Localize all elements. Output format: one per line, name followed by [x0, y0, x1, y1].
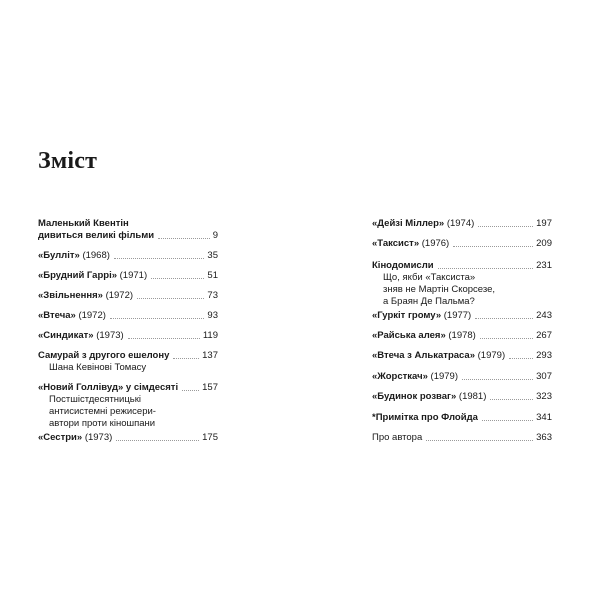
toc-entry[interactable] [372, 310, 552, 322]
toc-entry-page: 93 [207, 310, 218, 321]
toc-entry-page: 157 [202, 382, 218, 393]
toc-entry[interactable] [372, 260, 552, 308]
toc-entry-subtitle: Що, якби «Таксиста» [383, 272, 476, 283]
toc-entry-page: 119 [202, 330, 218, 341]
dot-leader [462, 379, 533, 380]
toc-entry-page: 209 [536, 238, 552, 249]
toc-entry-year: (1968) [82, 250, 110, 261]
toc-entry[interactable] [372, 330, 552, 342]
toc-entry-title: «Будинок розваг» [372, 391, 457, 402]
toc-entry-subtitle: Шана Кевінові Томасу [49, 362, 147, 373]
toc-entry-year: (1976) [421, 238, 450, 249]
toc-entry-year: (1981) [458, 391, 487, 402]
toc-entry-page: 137 [202, 350, 218, 361]
dot-leader [482, 420, 533, 421]
dot-leader [453, 246, 533, 247]
toc-entry-year: (1977) [443, 310, 472, 321]
toc-entry-year: (1971) [119, 270, 148, 281]
toc-entry[interactable] [38, 290, 218, 302]
toc-entry-subtitle: зняв не Мартін Скорсезе, [383, 284, 496, 295]
toc-entry-title-line2: дивиться великі фільми [38, 230, 155, 241]
toc-entry[interactable] [38, 382, 218, 430]
toc-entry[interactable] [38, 330, 218, 342]
toc-entry-year: (1978) [448, 330, 476, 341]
toc-entry-title: «Райська алея» [372, 330, 446, 341]
toc-entry-year: (1973) [96, 330, 124, 341]
toc-entry-title: «Брудний Гаррі» [38, 270, 117, 281]
toc-entry-title: «Синдикат» [38, 330, 94, 341]
toc-entry-title-line1: Маленький Квентін [38, 218, 129, 229]
toc-entry-subtitle: а Браян Де Пальма? [383, 296, 475, 307]
dot-leader [158, 238, 210, 239]
toc-entry-title: «Сестри» [38, 432, 83, 443]
toc-entry-subtitle: Постшістдесятницькі [49, 394, 142, 405]
toc-entry[interactable] [372, 238, 552, 250]
dot-leader [480, 338, 533, 339]
toc-entry[interactable] [38, 270, 218, 282]
toc-entry-page: 293 [536, 350, 552, 361]
dot-leader [478, 226, 533, 227]
toc-entry[interactable] [38, 218, 218, 242]
toc-entry-title: «Новий Голлівуд» у сімдесяті [38, 382, 179, 393]
toc-entry-title: «Гуркіт грому» [372, 310, 442, 321]
toc-entry-page: 175 [202, 432, 218, 443]
toc-entry-subtitle: антисистемні режисери- [49, 406, 156, 417]
toc-entry-page: 9 [212, 230, 218, 241]
page-title: Зміст [38, 148, 98, 174]
toc-entry[interactable] [372, 391, 552, 403]
toc-entry-year: (1973) [84, 432, 113, 443]
toc-entry[interactable] [372, 371, 552, 383]
toc-entry-title: «Втеча» [38, 310, 76, 321]
toc-entry-page: 307 [536, 371, 552, 382]
dot-leader [426, 440, 533, 441]
dot-leader [475, 318, 533, 319]
dot-leader [114, 258, 205, 259]
toc-entry-page: 73 [207, 290, 218, 301]
toc-entry-page: 51 [207, 270, 218, 281]
toc-entry[interactable] [372, 218, 552, 230]
toc-entry[interactable] [372, 432, 552, 444]
toc-entry-title: «Втеча з Алькатраса» [372, 350, 475, 361]
toc-entry-year: (1979) [477, 350, 506, 361]
dot-leader [116, 440, 199, 441]
toc-entry-title: «Таксист» [372, 238, 420, 249]
toc-entry[interactable] [372, 350, 552, 362]
toc-entry-page: 231 [536, 260, 552, 271]
toc-entry-title: «Звільнення» [38, 290, 103, 301]
dot-leader [182, 390, 199, 391]
toc-entry-title: *Примітка про Флойда [372, 412, 478, 423]
toc-entry-page: 197 [536, 218, 552, 229]
dot-leader [490, 399, 533, 400]
toc-entry[interactable] [38, 350, 218, 374]
toc-entry[interactable] [38, 310, 218, 322]
toc-entry-year: (1972) [78, 310, 106, 321]
toc-entry-title: Кінодомисли [372, 260, 434, 271]
toc-entry-title: «Булліт» [38, 250, 80, 261]
dot-leader [137, 298, 204, 299]
toc-entry-page: 35 [207, 250, 218, 261]
toc-entry-page: 341 [536, 412, 552, 423]
toc-entry[interactable] [38, 250, 218, 262]
dot-leader [110, 318, 205, 319]
toc-entry-subtitle: автори проти кіношпани [49, 418, 156, 429]
toc-entry-title: Самурай з другого ешелону [38, 350, 170, 361]
toc-entry-year: (1979) [430, 371, 458, 382]
dot-leader [173, 358, 199, 359]
dot-leader [151, 278, 204, 279]
toc-entry-title: Про автора [372, 432, 423, 443]
toc-entry-title: «Дейзі Міллер» [372, 218, 445, 229]
toc-entry-title: «Жорсткач» [372, 371, 428, 382]
toc-entry-page: 363 [536, 432, 552, 443]
toc-entry-year: (1974) [446, 218, 475, 229]
toc-entry-year: (1972) [105, 290, 134, 301]
dot-leader [128, 338, 200, 339]
dot-leader [438, 268, 534, 269]
dot-leader [509, 358, 533, 359]
toc-entry[interactable] [372, 412, 552, 424]
toc-entry[interactable] [38, 432, 218, 444]
toc-entry-page: 323 [536, 391, 552, 402]
toc-entry-page: 243 [536, 310, 552, 321]
toc-entry-page: 267 [536, 330, 552, 341]
